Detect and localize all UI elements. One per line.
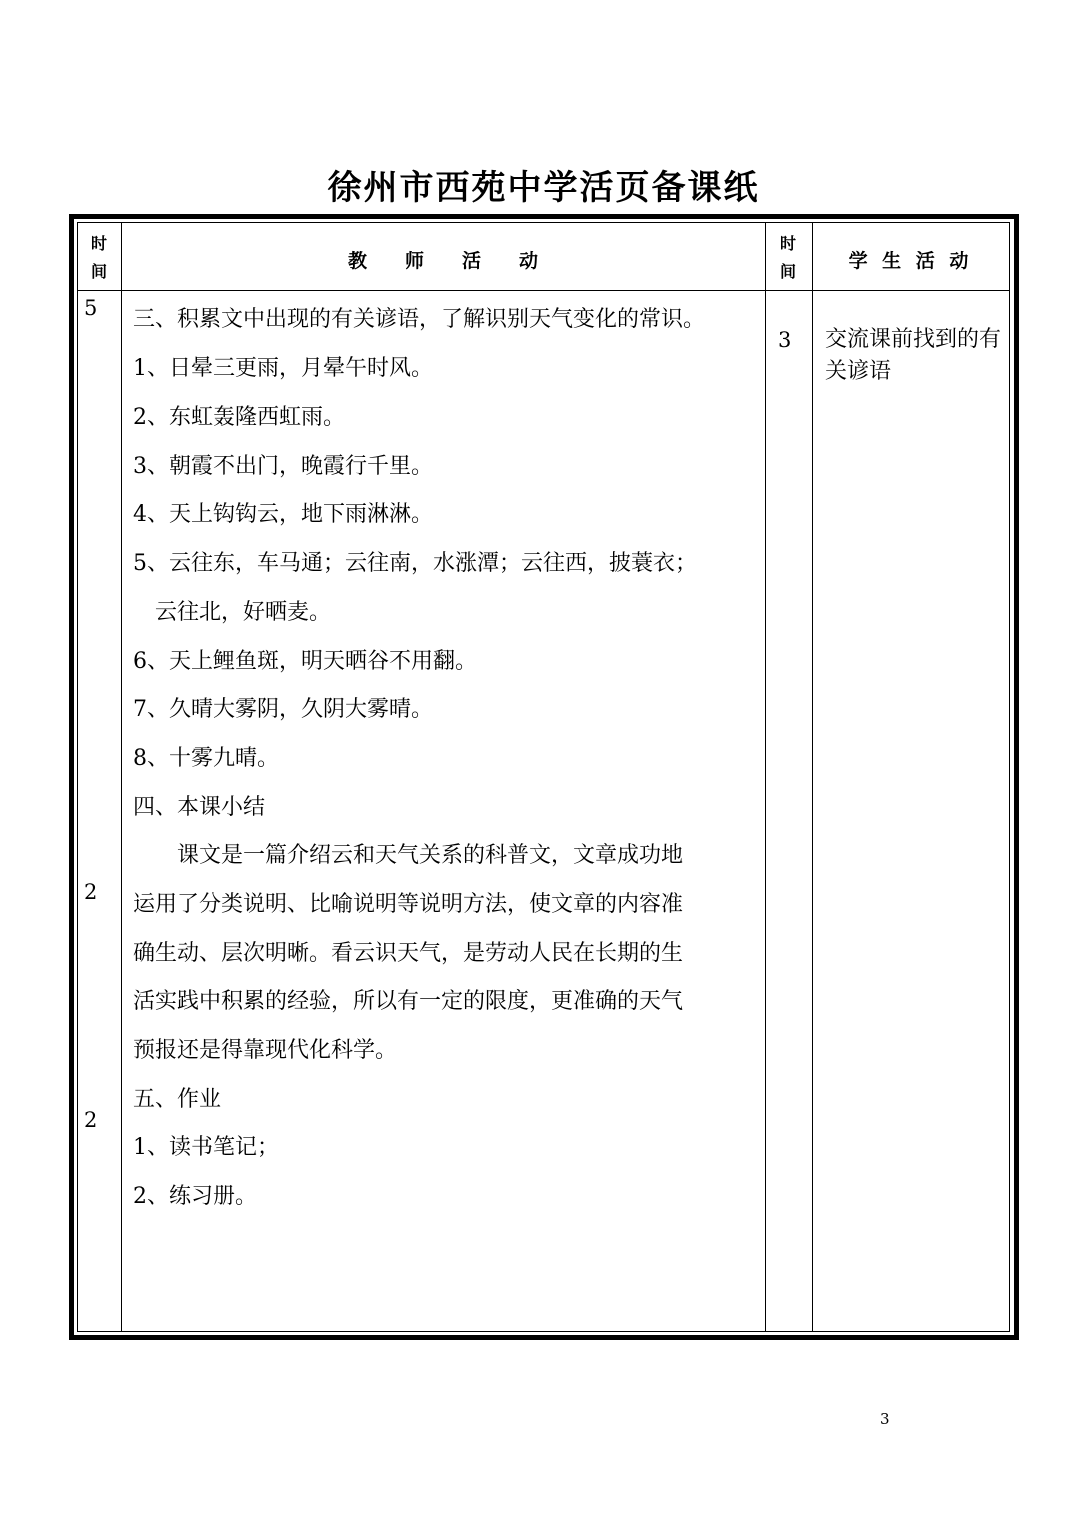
time-mark: 2 <box>84 1108 98 1132</box>
teacher-line: 三、积累文中出现的有关谚语，了解识别天气变化的常识。 <box>133 307 706 332</box>
student-activity-text: 交流课前找到的有关谚语 <box>825 327 1002 384</box>
time-mark: 5 <box>84 296 98 320</box>
teacher-line: 2、东虹轰隆西虹雨。 <box>133 405 345 430</box>
time-mark: 2 <box>84 880 98 904</box>
teacher-line: 课文是一篇介绍云和天气关系的科普文，文章成功地 <box>133 843 684 868</box>
header-time-right: 时 间 <box>779 234 796 281</box>
header-time-left: 时 间 <box>90 234 107 281</box>
teacher-line: 确生动、层次明晰。看云识天气，是劳动人民在长期的生 <box>133 941 684 966</box>
teacher-line: 6、天上鲤鱼斑，明天晒谷不用翻。 <box>133 649 477 674</box>
teacher-line: 1、读书笔记； <box>133 1135 279 1160</box>
header-teacher-activity: 教 师 活 动 <box>347 250 538 272</box>
teacher-line: 云往北，好晒麦。 <box>133 600 332 625</box>
page-number: 3 <box>880 1410 890 1428</box>
teacher-line: 7、久晴大雾阴，久阴大雾晴。 <box>133 697 433 722</box>
time-mark-student: 3 <box>778 328 792 352</box>
teacher-line: 四、本课小结 <box>133 795 266 820</box>
teacher-line: 8、十雾九晴。 <box>133 746 279 771</box>
teacher-line: 五、作业 <box>133 1087 222 1112</box>
teacher-line: 预报还是得靠现代化科学。 <box>133 1038 398 1063</box>
header-student-activity: 学 生 活 动 <box>848 250 973 272</box>
teacher-line: 3、朝霞不出门，晚霞行千里。 <box>133 454 433 479</box>
teacher-line: 5、云往东，车马通；云往南，水涨潭；云往西，披蓑衣； <box>133 551 697 576</box>
teacher-line: 运用了分类说明、比喻说明等说明方法，使文章的内容准 <box>133 892 684 917</box>
teacher-line: 活实践中积累的经验，所以有一定的限度，更准确的天气 <box>133 989 684 1014</box>
teacher-line: 4、天上钩钩云，地下雨淋淋。 <box>133 502 433 527</box>
table-grid <box>77 222 1010 1332</box>
teacher-line: 1、日晕三更雨，月晕午时风。 <box>133 356 433 381</box>
page-title: 徐州市西苑中学活页备课纸 <box>327 168 760 208</box>
teacher-line: 2、练习册。 <box>133 1184 257 1209</box>
